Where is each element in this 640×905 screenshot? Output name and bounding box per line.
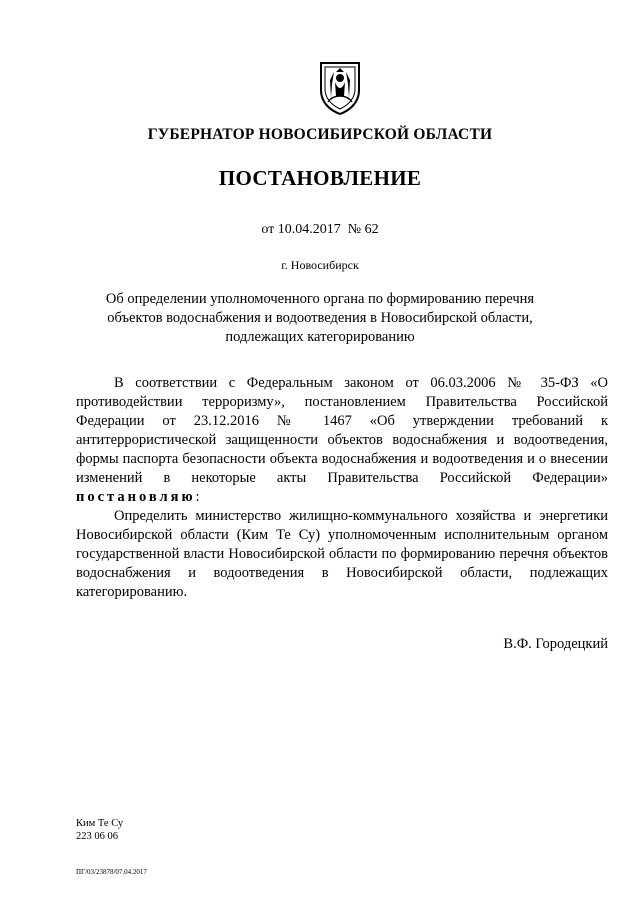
document-body	[76, 374, 608, 602]
subject-line: подлежащих категорированию	[225, 329, 415, 345]
executor-info	[76, 817, 123, 843]
document-subject	[0, 290, 640, 347]
resolution-word: постановляю	[76, 489, 196, 505]
preamble-text: В соответствии с Федеральным законом от 06.03.2006 № 35-ФЗ «О противодействии терроризму», постановлением Правительства Российской Федерации от 23.12.2016 № 1467 «Об утверждении требований к антитеррористической защищенности объектов водоснабжения и водоотведения, формы паспорта безопасности объекта водоснабжения и водоотведения и о внесении изменений в некоторые акты Правительства Российской Федерации»	[76, 375, 608, 486]
executor-name: Ким Те Су	[76, 818, 124, 829]
colon: :	[195, 489, 200, 505]
body-paragraph-decision: Определить министерство жилищно-коммунального хозяйства и энергетики Новосибирской области (Ким Те Су) уполномоченным исполнительным органом государственной власти Новосибирской области по формированию перечня объектов водоснабжения и водоотведения в Новосибирской области, подлежащих категорированию.	[76, 508, 608, 600]
body-paragraph-preamble	[76, 374, 608, 507]
document-date-number: от 10.04.2017 № 62	[261, 222, 379, 237]
document-type: ПОСТАНОВЛЕНИЕ	[218, 166, 422, 190]
document-code: ПГ/03/23878/07.04.2017	[76, 868, 147, 876]
executor-phone: 223 06 06	[76, 831, 118, 842]
authority-title: ГУБЕРНАТОР НОВОСИБИРСКОЙ ОБЛАСТИ	[147, 126, 493, 143]
signatory-name: В.Ф. Городецкий	[503, 636, 608, 652]
coat-of-arms-icon	[318, 60, 362, 116]
subject-line: Об определении уполномоченного органа по формированию перечня	[105, 291, 535, 307]
subject-line: объектов водоснабжения и водоотведения в Новосибирской области,	[107, 310, 533, 326]
document-city: г. Новосибирск	[281, 258, 359, 272]
